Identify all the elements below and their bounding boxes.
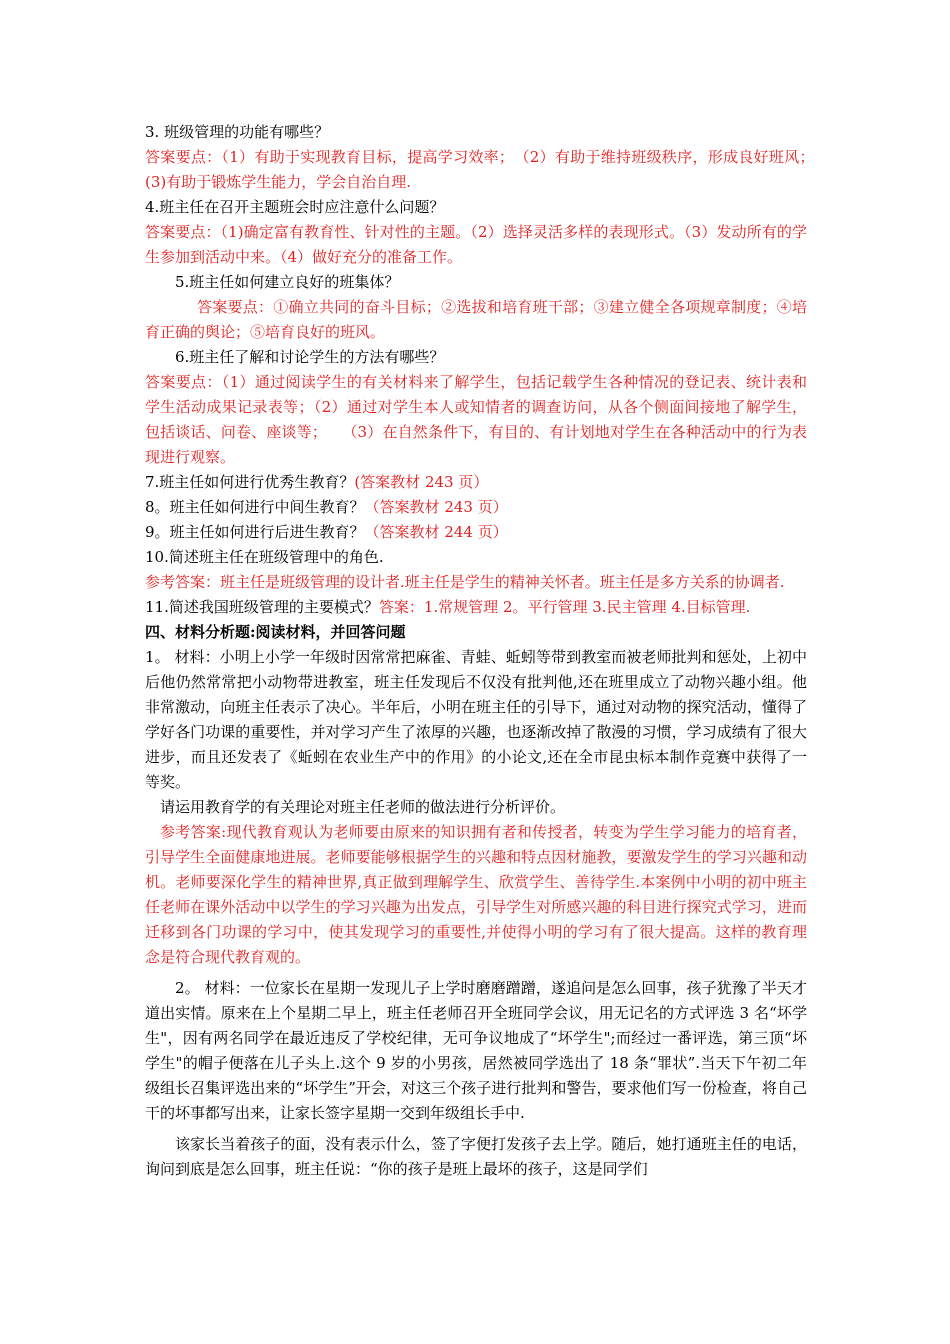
question-8 [145,495,807,520]
section-heading: 四、材料分析题:阅读材料，并回答问题 [145,623,406,641]
answer-8: （答案教材 243 页） [364,498,508,516]
answer-5: 答案要点：①确立共同的奋斗目标；②选拔和培育班干部；③建立健全各项规章制度；④培育正确的舆论；⑤培育良好的班风。 [145,298,807,341]
material-1-prompt: 请运用教育学的有关理论对班主任老师的做法进行分析评价。 [160,798,566,816]
document-page [145,120,823,1182]
material-1: 1。 材料：小明上小学一年级时因常常把麻雀、青蛙、蚯蚓等带到教室而被老师批判和惩处，上初中后他仍然常常把小动物带进教室，班主任发现后不仅没有批判他,还在班里成立了动物兴趣小组。他非常激动，向班主任表示了决心。半年后，小明在班主任的引导下，通过对动物的探究活动，懂得了学好各门功课的重要性，并对学习产生了浓厚的兴趣，也逐渐改掉了散漫的习惯，学习成绩有了很大进步，而且还发表了《蚯蚓在农业生产中的作用》的小论文,还在全市昆虫标本制作竞赛中获得了一等奖。 [145,648,807,791]
question-11 [145,595,807,620]
answer-11: 答案：1.常规管理 2。平行管理 3.民主管理 4.目标管理. [378,598,751,616]
question-8-text: 8。班主任如何进行中间生教育？ [145,498,365,516]
material-2: 2。 材料：一位家长在星期一发现儿子上学时磨磨蹭蹭，遂追问是怎么回事，孩子犹豫了半天才道出实情。原来在上个星期二早上，班主任老师召开全班同学会议，用无记名的方式评选 3 名“坏学生"，因有两名同学在最近违反了学校纪律，无可争议地成了“坏学生";而经过一番评选，第三顶“坏学生"的帽子便落在儿子头上.这个 9 岁的小男孩，居然被同学选出了 18 条“罪状”.当天下午初二年级组长召集评选出来的“坏学生”开会，对这三个孩子进行批判和警告，要求他们写一份检查，将自己干的坏事都写出来，让家长签字星期一交到年级组长手中. [145,979,807,1122]
answer-3: 答案要点：（1）有助于实现教育目标，提高学习效率； （2）有助于维持班级秩序，形成良好班风； (3)有助于锻炼学生能力，学会自治自理. [145,148,823,191]
question-3: 3. 班级管理的功能有哪些？ [145,123,330,141]
question-9 [145,520,807,545]
question-10: 10.简述班主任在班级管理中的角色. [145,548,384,566]
question-4: 4.班主任在召开主题班会时应注意什么问题？ [145,198,445,216]
answer-4: 答案要点：（1)确定富有教育性、针对性的主题。（2）选择灵活多样的表现形式。（3）发动所有的学生参加到活动中来。（4）做好充分的准备工作。 [145,223,807,266]
question-11-text: 11.简述我国班级管理的主要模式？ [145,598,379,616]
question-7-text: 7.班主任如何进行优秀生教育？ [145,473,355,491]
question-9-text: 9。班主任如何进行后进生教育？ [145,523,365,541]
material-2-continuation: 该家长当着孩子的面，没有表示什么，签了字便打发孩子去上学。随后，她打通班主任的电话，询问到底是怎么回事，班主任说：“你的孩子是班上最坏的孩子，这是同学们 [145,1135,807,1178]
question-5: 5.班主任如何建立良好的班集体？ [175,273,400,291]
answer-6: 答案要点：（1）通过阅读学生的有关材料来了解学生，包括记载学生各种情况的登记表、统计表和学生活动成果记录表等；（2）通过对学生本人或知情者的调查访问，从各个侧面间接地了解学生，包括谈话、问卷、座谈等； （3）在自然条件下，有目的、有计划地对学生在各种活动中的行为表现进行观察。 [145,373,807,466]
answer-7: (答案教材 243 页） [354,473,489,491]
material-1-answer: 参考答案:现代教育观认为老师要由原来的知识拥有者和传授者，转变为学生学习能力的培育者，引导学生全面健康地进展。老师要能够根据学生的兴趣和特点因材施教，要激发学生的学习兴趣和动机。老师要深化学生的精神世界,真正做到理解学生、欣赏学生、善待学生.本案例中小明的初中班主任老师在课外活动中以学生的学习兴趣为出发点，引导学生对所感兴趣的科目进行探究式学习，进而迁移到各门功课的学习中，使其发现学习的重要性,并使得小明的学习有了很大提高。这样的教育理念是符合现代教育观的。 [145,823,807,966]
question-7 [145,470,807,495]
question-6: 6.班主任了解和讨论学生的方法有哪些？ [175,348,445,366]
answer-9: （答案教材 244 页） [364,523,508,541]
answer-10: 参考答案：班主任是班级管理的设计者.班主任是学生的精神关怀者。班主任是多方关系的协调者. [145,573,785,591]
